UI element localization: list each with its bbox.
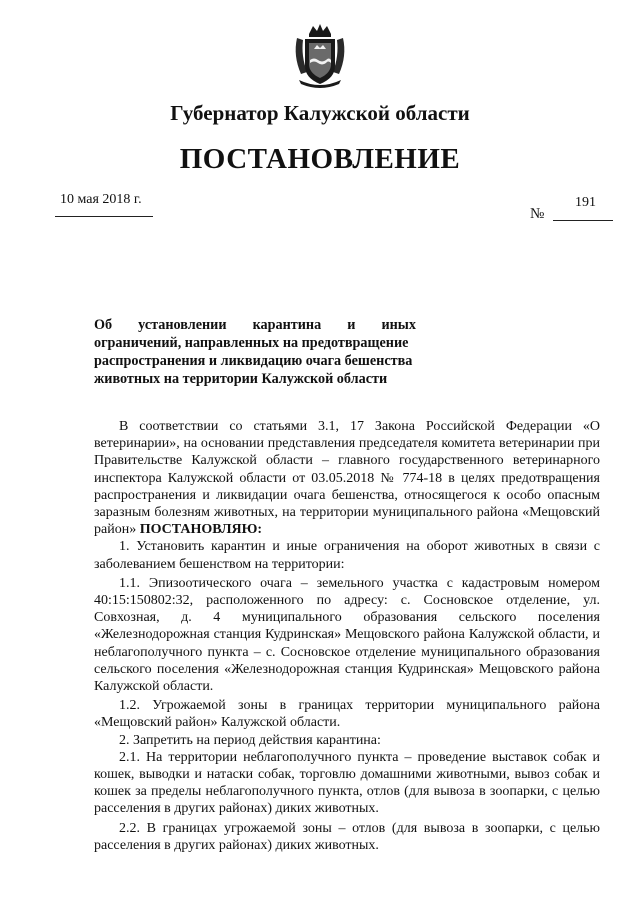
subject-word: и [347, 317, 356, 333]
subject-word: установлении [138, 317, 227, 333]
document-body [94, 418, 600, 854]
preamble-text: В соответствии со статьями 3.1, 17 Закона Российской Федерации «О ветеринарии», на основании представления председателя комитета ветеринарии при Правительстве Калужской области – главного государственного ветеринарного инспектора Калужской области от 03.05.2018 № 774-18 в целях предотвращения распространения и ликвидации очага бешенства, относящегося к особо опасным заразным болезням животных, на территории муниципального района «Мещовский район» [94, 419, 600, 538]
clause-1-1: 1.1. Эпизоотического очага – земельного участка с кадастровым номером 40:15:150802:32, расположенного по адресу: с. Сосновское отделение, ул. Совхозная, д. 4 муниципального образования сельского поселения «Железнодорожная станция Кудринская» Мещовского района Калужской области, и неблагополучного пункта – с. Сосновское отделение муниципального образования сельского поселения «Железнодорожная станция Кудринская» Мещовского района Калужской области. [94, 575, 600, 695]
clause-1-2: 1.2. Угрожаемой зоны в границах территории муниципального района «Мещовский район» Калужской области. [94, 698, 600, 731]
subject-word: карантина [252, 317, 322, 333]
subject-line-1 [94, 316, 416, 334]
subject-line: животных на территории Калужской области [94, 371, 388, 387]
date-underline [55, 216, 153, 217]
issuing-authority: Губернатор Калужской области [170, 101, 470, 125]
document-number: 191 [575, 195, 596, 210]
preamble-paragraph [94, 418, 600, 538]
decree-word: ПОСТАНОВЛЯЮ: [139, 522, 263, 538]
subject-line: распространения и ликвидацию очага бешенства [94, 353, 413, 369]
subject-word: иных [381, 317, 416, 333]
clause-2-1: 2.1. На территории неблагополучного пункта – проведение выставок собак и кошек, выводки и натаски собак, торговлю домашними животными, вывоз собак и кошек за пределы неблагополучного пункта, отлов (для вывоза в зоопарки, с целью расселения в других районах) диких животных. [94, 749, 600, 817]
coat-of-arms-emblem-icon [293, 22, 347, 90]
number-underline [553, 220, 613, 221]
clause-2-2: 2.2. В границах угрожаемой зоны – отлов (для вывоза в зоопарки, с целью расселения в других районах) диких животных. [94, 820, 600, 853]
document-subject [94, 316, 416, 388]
number-sign: № [530, 206, 545, 222]
document-date: 10 мая 2018 г. [60, 192, 142, 207]
clause-1: 1. Установить карантин и иные ограничения на оборот животных в связи с заболеванием бешенством на территории: [94, 539, 600, 572]
subject-line: ограничений, направленных на предотвращение [94, 335, 409, 351]
document-type-title: ПОСТАНОВЛЕНИЕ [179, 143, 461, 175]
clause-2: 2. Запретить на период действия карантина: [119, 732, 381, 748]
subject-word: Об [94, 317, 113, 333]
